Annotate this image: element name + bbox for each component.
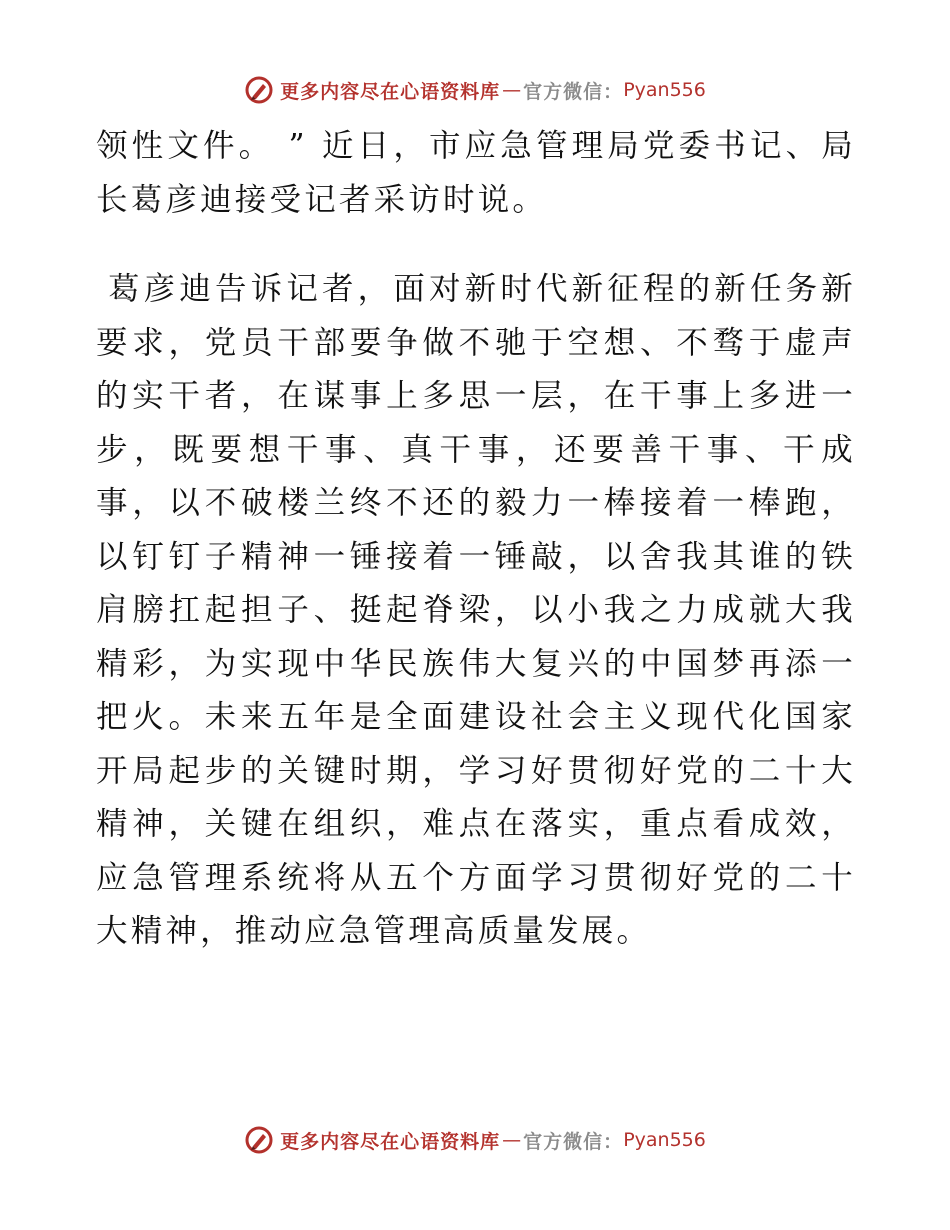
paragraph-1: 领性文件。 ” 近日，市应急管理局党委书记、局长葛彦迪接受记者采访时说。 [96,128,856,218]
document-body [96,120,856,959]
watermark-sub-text: 官方微信： [523,80,624,103]
footer-watermark [0,1122,950,1158]
watermark-wechat-id: Pyan556 [623,79,706,101]
watermark-sub-text: 官方微信： [523,1130,624,1153]
watermark-main-text: 更多内容尽在心语资料库 [280,1130,501,1153]
watermark-main-text: 更多内容尽在心语资料库 [280,80,501,103]
pen-logo-icon [244,1125,274,1155]
watermark-wechat-id: Pyan556 [623,1129,706,1151]
watermark-dash: — [502,79,522,101]
pen-logo-icon [244,75,274,105]
header-watermark [0,72,950,108]
watermark-dash: — [502,1129,522,1151]
paragraph-2: 葛彦迪告诉记者，面对新时代新征程的新任务新要求，党员干部要争做不驰于空想、不骛于虚声的实干者，在谋事上多思一层，在干事上多进一步，既要想干事、真干事，还要善干事、干成事，以不破楼兰终不还的毅力一棒接着一棒跑，以钉钉子精神一锤接着一锤敲，以舍我其谁的铁肩膀扛起担子、挺起脊梁，以小我之力成就大我精彩，为实现中华民族伟大复兴的中国梦再添一把火。未来五年是全面建设社会主义现代化国家开局起步的关键时期，学习好贯彻好党的二十大精神，关键在组织，难点在落实，重点看成效，应急管理系统将从五个方面学习贯彻好党的二十大精神，推动应急管理高质量发展。 [96,271,856,949]
